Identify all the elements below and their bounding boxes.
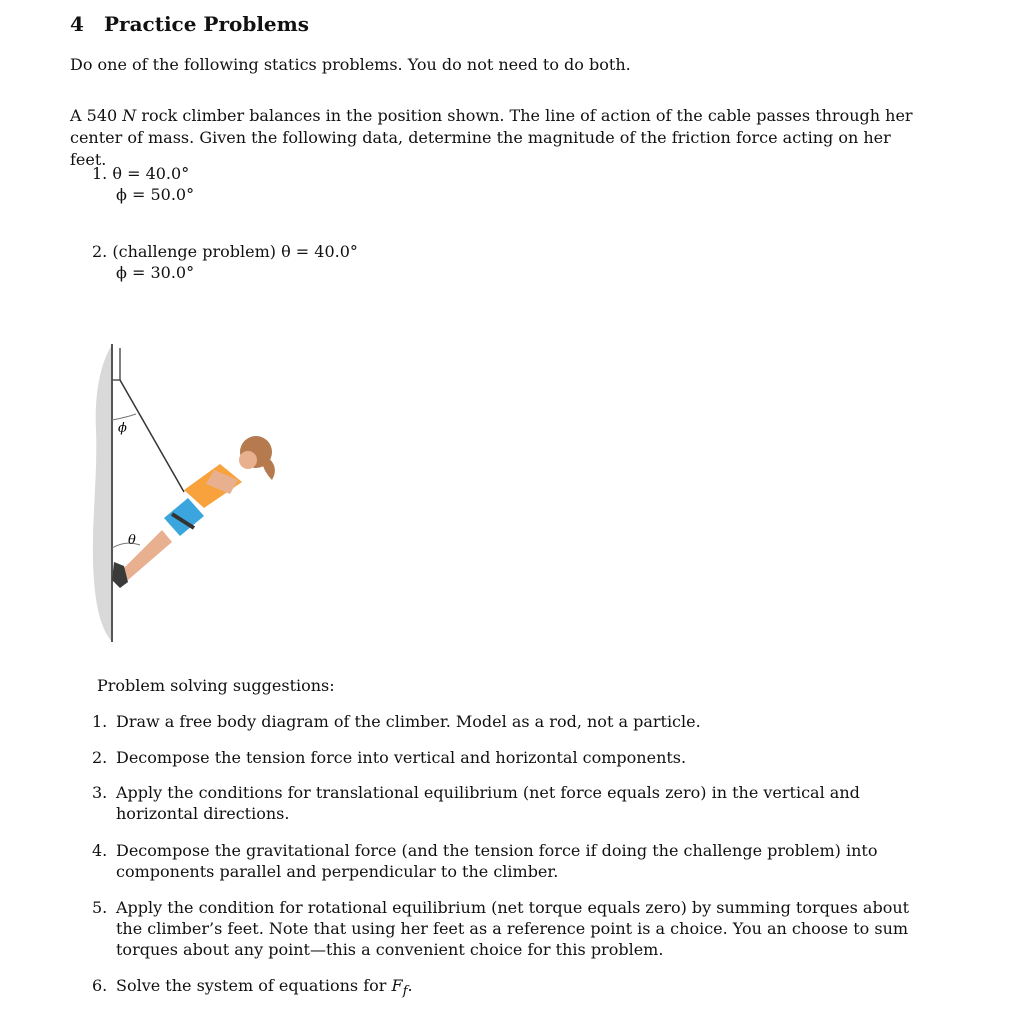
friction-variable: F	[391, 976, 403, 995]
problem-1	[92, 163, 194, 205]
rock-wall	[93, 345, 112, 642]
problem-2-number: 2.	[92, 242, 108, 261]
cable	[120, 380, 184, 492]
statement-unit: N	[122, 106, 137, 125]
suggestion-3-text: Apply the conditions for translational equilibrium (net force equals zero) in the vertical and horizontal directions.	[116, 783, 860, 823]
suggestion-2-text: Decompose the tension force into vertical and horizontal components.	[116, 748, 687, 767]
intro-text: Do one of the following statics problems. You do not need to do both.	[70, 55, 631, 74]
phi-arc	[112, 414, 136, 420]
section-heading	[70, 12, 309, 36]
problem-2-label: (challenge problem)	[112, 242, 282, 261]
climber-figure	[80, 330, 290, 650]
suggestion-item	[92, 711, 922, 732]
climber-face	[239, 451, 257, 469]
suggestion-item	[92, 975, 922, 1002]
suggestion-3-number: 3.	[92, 783, 108, 802]
theta-label: θ	[128, 533, 136, 548]
friction-subscript: f	[402, 984, 408, 1000]
suggestion-item	[92, 897, 922, 960]
problem-1-theta: θ = 40.0°	[112, 164, 190, 183]
statement-rest: rock climber balances in the position shown. The line of action of the cable passes through her center of mass. Given the following data, determine the magnitude of the friction force acting on her feet.	[70, 106, 913, 169]
suggestion-6-text	[116, 975, 916, 1002]
suggestion-2-number: 2.	[92, 748, 108, 767]
suggestions-heading: Problem solving suggestions:	[97, 676, 335, 695]
suggestion-4-number: 4.	[92, 841, 108, 860]
suggestion-6-number: 6.	[92, 976, 108, 995]
suggestion-item	[92, 840, 922, 882]
suggestion-1-number: 1.	[92, 712, 108, 731]
suggestion-1-text: Draw a free body diagram of the climber. Model as a rod, not a particle.	[116, 712, 701, 731]
problem-2-theta: θ = 40.0°	[281, 242, 358, 261]
suggestion-5-number: 5.	[92, 898, 108, 917]
section-number: 4	[70, 12, 84, 36]
problem-statement	[70, 105, 920, 171]
statement-lead: A 540	[70, 106, 123, 125]
suggestion-5-text: Apply the condition for rotational equilibrium (net torque equals zero) by summing torques about the climber’s feet. Note that using her feet as a reference point is a choice. You an choose to sum torques about any point—this a convenient choice for this problem.	[116, 898, 910, 959]
suggestion-4-text: Decompose the gravitational force (and the tension force if doing the challenge problem) into components parallel and perpendicular to the climber.	[116, 841, 878, 881]
suggestion-item	[92, 747, 922, 768]
climber-shorts	[164, 498, 204, 536]
suggestion-6-lead: Solve the system of equations for	[116, 976, 392, 995]
problem-2	[92, 241, 358, 283]
problem-1-number: 1.	[92, 164, 108, 183]
suggestion-item	[92, 782, 922, 824]
problem-1-phi: ϕ = 50.0°	[116, 185, 195, 204]
climber-shoes	[112, 562, 128, 588]
problem-2-phi: ϕ = 30.0°	[116, 263, 195, 282]
climber-ponytail	[262, 456, 275, 480]
suggestion-6-end: .	[407, 976, 413, 995]
phi-label: ϕ	[118, 421, 127, 436]
section-title: Practice Problems	[104, 12, 310, 36]
